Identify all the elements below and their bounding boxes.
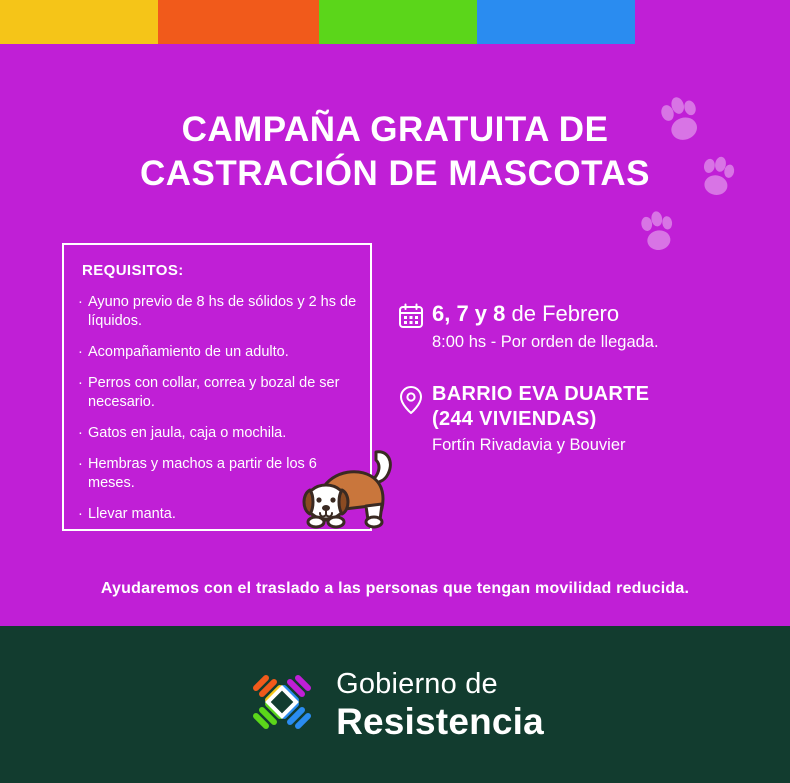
bullet-glyph: · xyxy=(78,456,83,472)
bullet-glyph: · xyxy=(78,294,83,310)
logo-mark-icon xyxy=(246,666,318,743)
event-date-row xyxy=(398,300,758,354)
event-date-line xyxy=(432,300,758,327)
requirements-title: REQUISITOS: xyxy=(82,262,184,279)
list-item-label: Gatos en jaula, caja o mochila. xyxy=(88,425,287,441)
list-item xyxy=(78,374,366,412)
location-name: BARRIO EVA DUARTE xyxy=(432,383,650,405)
list-item-label: Hembras y machos a partir de los 6 meses. xyxy=(88,456,317,491)
list-item xyxy=(78,293,366,331)
color-segment-orange xyxy=(158,0,319,44)
brand-line-1: Gobierno de xyxy=(336,667,498,700)
bullet-glyph: · xyxy=(78,506,83,522)
bullet-glyph: · xyxy=(78,344,83,360)
event-details xyxy=(398,300,758,457)
list-item-label: Perros con collar, correa y bozal de ser necesario. xyxy=(88,375,340,410)
location-pin-icon xyxy=(398,382,432,420)
paw-print-icon xyxy=(634,210,682,263)
list-item-label: Ayuno previo de 8 hs de sólidos y 2 hs de líquidos. xyxy=(88,294,357,329)
calendar-icon xyxy=(398,300,432,334)
accessibility-note: Ayudaremos con el traslado a las personas que tengan movilidad reducida. xyxy=(100,580,690,597)
color-segment-magenta xyxy=(635,0,790,44)
brand-text xyxy=(336,667,544,742)
event-date-strong: 6, 7 y 8 xyxy=(432,301,506,326)
dog-illustration xyxy=(292,440,400,545)
government-logo xyxy=(246,666,544,743)
color-segment-yellow xyxy=(0,0,158,44)
headline-line-1: CAMPAÑA GRATUITA DE xyxy=(181,110,609,149)
event-location-row xyxy=(398,382,758,457)
headline-line-2: CASTRACIÓN DE MASCOTAS xyxy=(139,154,651,193)
footer-bar xyxy=(0,626,790,783)
event-location-text xyxy=(432,382,758,457)
event-date-rest: de Febrero xyxy=(505,301,620,326)
event-time: 8:00 hs - Por orden de llegada. xyxy=(432,333,659,351)
list-item-label: Llevar manta. xyxy=(88,506,176,522)
event-date-text xyxy=(432,300,758,354)
color-segment-green xyxy=(319,0,477,44)
list-item xyxy=(78,343,366,362)
bullet-glyph: · xyxy=(78,425,83,441)
location-name-2: (244 VIVIENDAS) xyxy=(432,408,597,430)
poster-headline xyxy=(0,108,790,196)
color-segment-blue xyxy=(477,0,635,44)
brand-line-2: Resistencia xyxy=(336,700,544,742)
location-address: Fortín Rivadavia y Bouvier xyxy=(432,436,626,454)
bullet-glyph: · xyxy=(78,375,83,391)
top-color-strip xyxy=(0,0,790,44)
list-item-label: Acompañamiento de un adulto. xyxy=(88,344,289,360)
